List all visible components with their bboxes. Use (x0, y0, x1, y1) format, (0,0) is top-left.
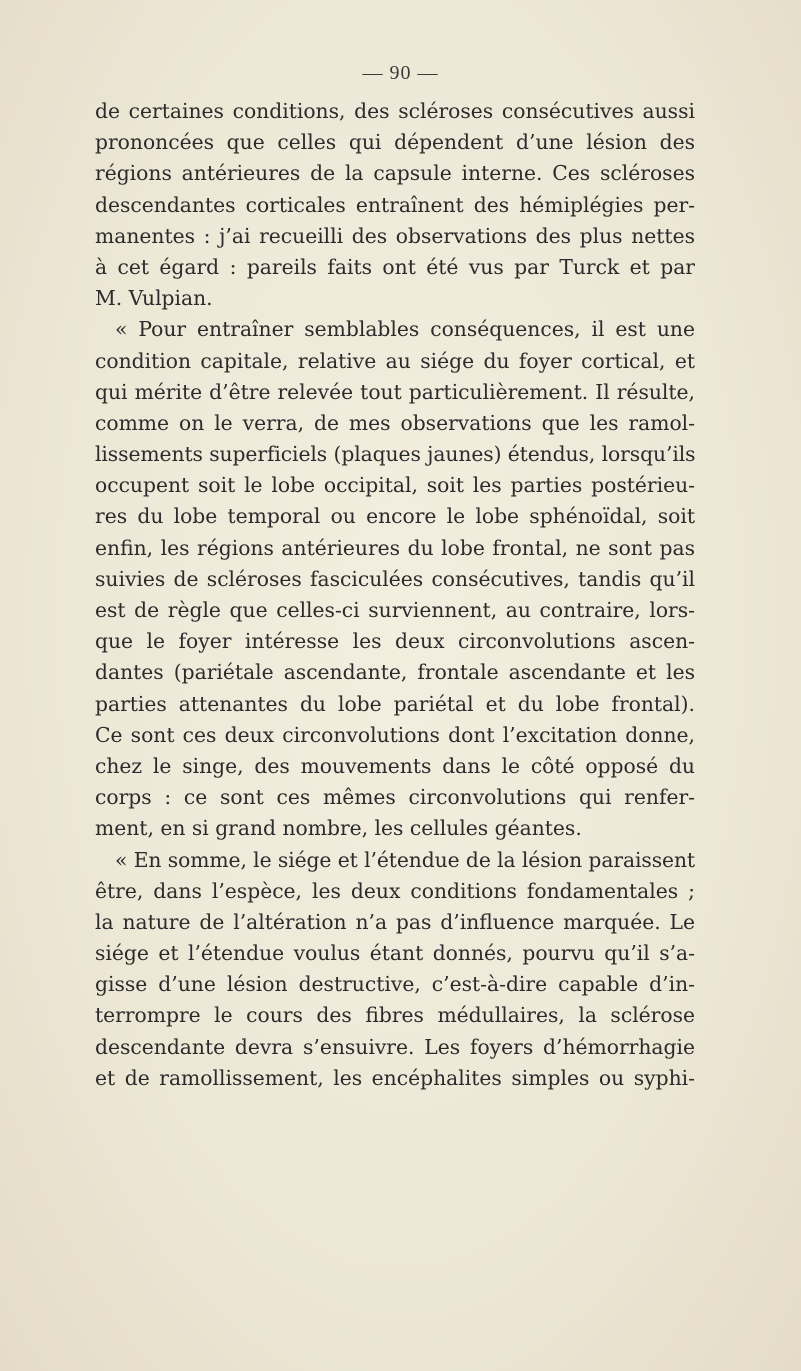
text-line: descendantes corticales entraînent des hémiplégies per- (95, 192, 695, 217)
text-line: descendante devra s’ensuivre. Les foyers d’hémorrhagie (95, 1034, 695, 1059)
text-line: et de ramollissement, les encéphalites simples ou syphi- (95, 1065, 695, 1090)
text-line: gisse d’une lésion destructive, c’est-à-dire capable d’in- (95, 972, 695, 997)
page-number: — 90 — (362, 62, 439, 84)
text-line: terrompre le cours des fibres médullaires, la sclérose (95, 1003, 695, 1028)
text-line: régions antérieures de la capsule interne. Ces scléroses (95, 161, 695, 186)
text-line: chez le singe, des mouvements dans le côté opposé du (95, 753, 695, 778)
text-line: de certaines conditions, des scléroses consécutives aussi (95, 99, 695, 123)
text-line: manentes : j’ai recueilli des observations des plus nettes (95, 223, 695, 248)
text-line: « Pour entraîner semblables conséquences, il est une (115, 317, 695, 342)
text-line: prononcées que celles qui dépendent d’une lésion des (95, 130, 695, 155)
text-line: que le foyer intéresse les deux circonvolutions ascen- (95, 629, 695, 654)
text-line: lissements superficiels (plaques jaunes) étendus, lorsqu’ils (95, 442, 696, 467)
text-line: « En somme, le siége et l’étendue de la lésion paraissent (115, 847, 695, 872)
text-line: suivies de scléroses fasciculées consécutives, tandis qu’il (95, 566, 695, 591)
body-text (95, 96, 695, 1094)
text-line: siége et l’étendue voulus étant donnés, pourvu qu’il s’a- (95, 941, 695, 966)
text-line: dantes (pariétale ascendante, frontale ascendante et les (95, 660, 695, 685)
text-line: la nature de l’altération n’a pas d’influence marquée. Le (95, 909, 695, 934)
text-line: est de règle que celles-ci surviennent, au contraire, lors- (95, 598, 695, 622)
text-line: res du lobe temporal ou encore le lobe sphénoïdal, soit (95, 504, 695, 529)
text-line: à cet égard : pareils faits ont été vus par Turck et par (95, 254, 695, 279)
text-line: être, dans l’espèce, les deux conditions fondamentales ; (95, 878, 695, 903)
text-line: enfin, les régions antérieures du lobe frontal, ne sont pas (95, 535, 695, 560)
text-line: parties attenantes du lobe pariétal et du lobe frontal). (95, 691, 695, 716)
text-line: ment, en si grand nombre, les cellules géantes. (95, 816, 582, 841)
text-line: corps : ce sont ces mêmes circonvolutions qui renfer- (95, 785, 695, 810)
text-line: qui mérite d’être relevée tout particulièrement. Il résulte, (95, 379, 695, 404)
text-line: M. Vulpian. (95, 286, 213, 311)
text-line: condition capitale, relative au siége du foyer cortical, et (95, 348, 695, 373)
text-line: comme on le verra, de mes observations que les ramol- (95, 410, 695, 435)
text-line: Ce sont ces deux circonvolutions dont l’excitation donne, (95, 722, 695, 747)
text-line: occupent soit le lobe occipital, soit les parties postérieu- (95, 473, 695, 498)
